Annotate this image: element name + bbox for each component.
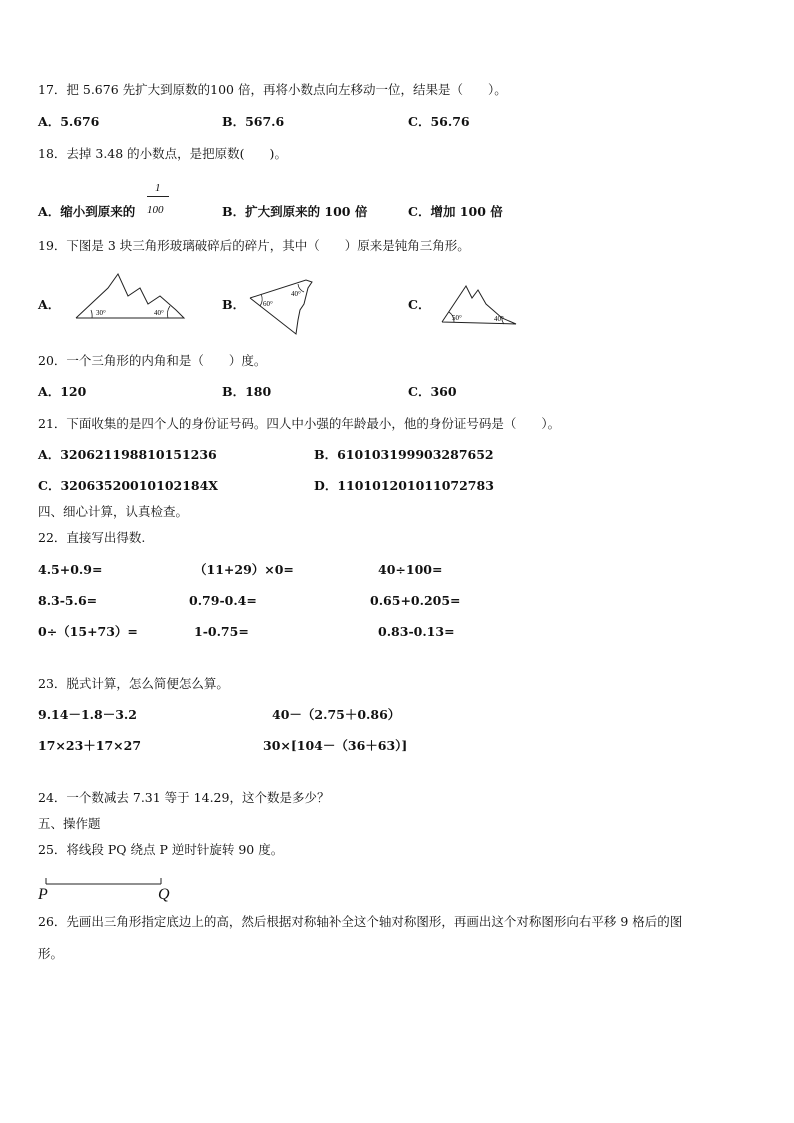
q23-item: 30×[104－（36＋63）] (263, 738, 408, 753)
q22-item: 0.83-0.13= (378, 624, 455, 639)
q17-option-b[interactable]: B．567.6 (222, 114, 285, 129)
section-5-heading: 五、操作题 (38, 816, 101, 831)
q22-item: 0.79-0.4= (189, 593, 257, 608)
angle-label-40: 40° (154, 309, 164, 317)
q19-stem: 19．下图是 3 块三角形玻璃破碎后的碎片，其中（ ）原来是钝角三角形。 (38, 238, 470, 253)
q20-option-b[interactable]: B．180 (222, 384, 272, 399)
q22-item: 4.5+0.9= (38, 562, 103, 577)
section-4-heading: 四、细心计算，认真检查。 (38, 504, 189, 519)
q18-option-b[interactable]: B．扩大到原来的 100 倍 (222, 204, 368, 219)
q22-item: 0.65+0.205= (370, 593, 461, 608)
triangle-shard-c-figure (438, 280, 524, 328)
q21-stem: 21．下面收集的是四个人的身份证号码。四人中小强的年龄最小，他的身份证号码是（ ）。 (38, 416, 561, 431)
q19-option-c[interactable]: C． (408, 297, 431, 312)
q20-option-a[interactable]: A．120 (38, 384, 87, 399)
q19-option-a[interactable]: A． (38, 297, 61, 312)
segment-pq-figure (40, 876, 170, 890)
angle-label-60: 60° (263, 300, 273, 308)
fraction-numerator: 1 (155, 182, 161, 194)
fraction-denominator: 100 (147, 204, 164, 216)
q23-item: 17×23＋17×27 (38, 738, 142, 753)
point-p-label: P (38, 886, 48, 903)
fraction-bar (147, 196, 169, 197)
q21-option-b[interactable]: B．610103199903287652 (314, 447, 494, 462)
angle-label-30: 30° (96, 309, 106, 317)
q20-option-c[interactable]: C．360 (408, 384, 457, 399)
q17-option-c[interactable]: C．56.76 (408, 114, 470, 129)
q21-option-d[interactable]: D．110101201011072783 (314, 478, 494, 493)
q18-option-a[interactable]: A．缩小到原来的 (38, 204, 136, 219)
q26-stem-line1: 26．先画出三角形指定底边上的高，然后根据对称轴补全这个轴对称图形，再画出这个对称图形向右平移 9 格后的图 (38, 914, 683, 929)
q22-item: （11+29）×0= (194, 562, 294, 577)
q22-item: 40÷100= (378, 562, 443, 577)
q22-stem: 22．直接写出得数. (38, 530, 146, 545)
angle-label-40: 40° (291, 290, 301, 298)
q23-stem: 23．脱式计算，怎么简便怎么算。 (38, 676, 229, 691)
q21-option-a[interactable]: A．320621198810151236 (38, 447, 217, 462)
q23-item: 40－（2.75＋0.86） (272, 707, 401, 722)
point-q-label: Q (158, 886, 170, 903)
angle-label-50: 50° (452, 314, 462, 322)
q23-item: 9.14－1.8－3.2 (38, 707, 137, 722)
q21-option-c[interactable]: C．32063520010102184X (38, 478, 219, 493)
q26-stem-line2: 形。 (38, 946, 64, 961)
q20-stem: 20．一个三角形的内角和是（ ）度。 (38, 353, 267, 368)
q24-stem: 24．一个数减去 7.31 等于 14.29，这个数是多少？ (38, 790, 330, 805)
q17-stem: 17．把 5.676 先扩大到原数的100 倍，再将小数点向左移动一位，结果是（ ）。 (38, 82, 507, 97)
q22-item: 1-0.75= (194, 624, 249, 639)
q19-option-b[interactable]: B． (222, 297, 246, 312)
q17-option-a[interactable]: A．5.676 (38, 114, 100, 129)
angle-label-40: 40° (494, 315, 504, 323)
q18-option-c[interactable]: C．增加 100 倍 (408, 204, 503, 219)
q18-stem: 18．去掉 3.48 的小数点，是把原数( )。 (38, 146, 287, 161)
triangle-shard-b-figure (246, 276, 318, 340)
triangle-shard-a-figure (72, 260, 190, 324)
q22-item: 8.3-5.6= (38, 593, 98, 608)
q25-stem: 25．将线段 PQ 绕点 P 逆时针旋转 90 度。 (38, 842, 284, 857)
q22-item: 0÷（15+73）= (38, 624, 138, 639)
